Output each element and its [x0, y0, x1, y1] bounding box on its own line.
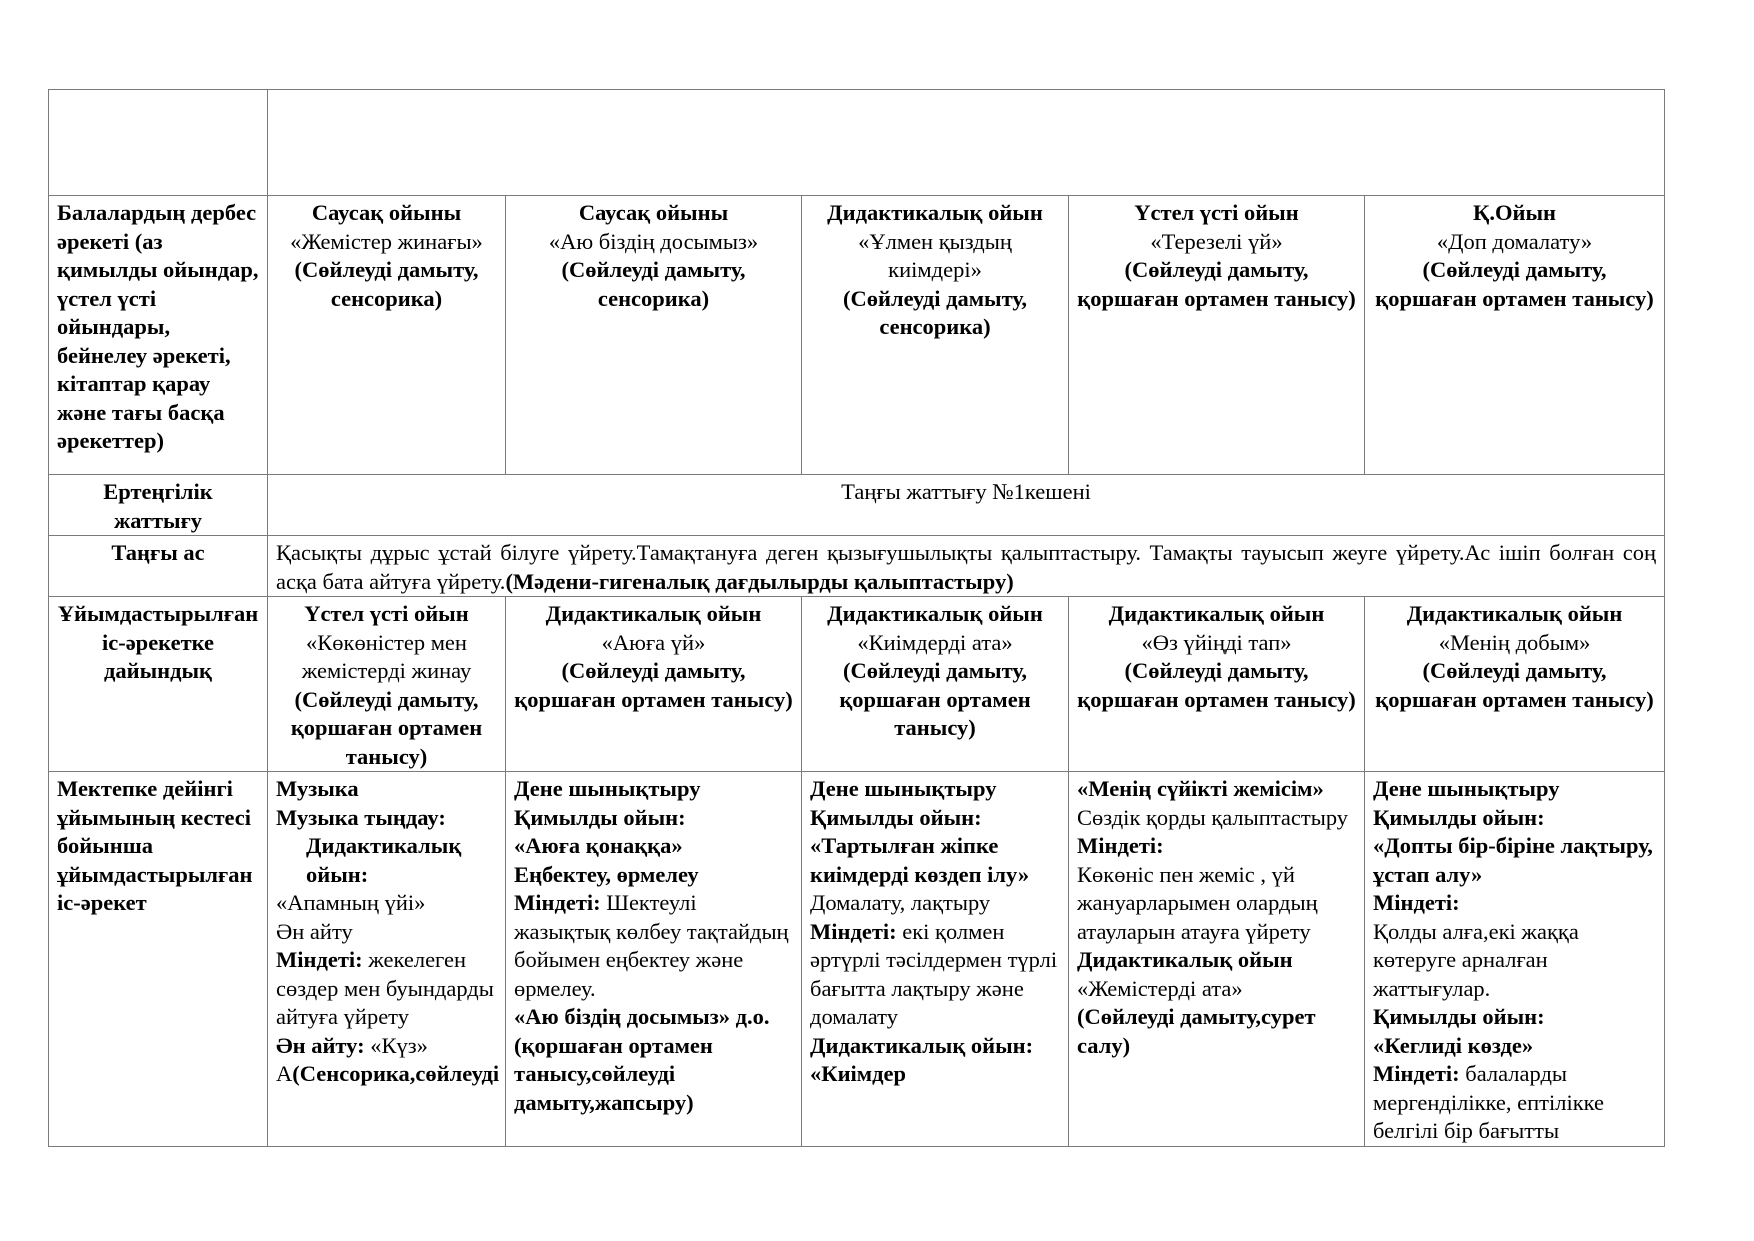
- skill-text: Домалату, лақтыру: [810, 890, 991, 915]
- schedule-cell-speech: [1069, 772, 1365, 1147]
- activity-cell: [802, 597, 1069, 772]
- sub-activity: Сөздік қорды қалыптастыру: [1077, 804, 1349, 830]
- row-label: Балалардың дербес әрекеті (аз қимылды ойындар, үстел үсті ойындары, бейнелеу әрекеті, кітаптар қарау және тағы басқа әрекеттер): [49, 196, 268, 475]
- task-label: Міндеті:: [276, 947, 363, 972]
- task-label: Міндеті:: [514, 890, 601, 915]
- activity-name: «Аю біздің досымыз»: [548, 228, 759, 254]
- row-label: Мектепке дейінгі ұйымының кестесі бойынша ұйымдастырылған іс-әрекет: [49, 772, 268, 1147]
- task-body: Шектеулі жазықтық көлбеу тақтайдың бойымен еңбектеу және өрмелеу.: [514, 890, 789, 1001]
- subject-title: Музыка: [276, 776, 359, 801]
- task-body: Көкөніс пен жеміс , үй жануарларымен олардың атауларын атауға үйрету: [1077, 861, 1318, 944]
- row-label: Таңғы ас: [49, 536, 268, 597]
- game-name: «Кеглиді көзде»: [1373, 1032, 1534, 1058]
- subject-title: Дене шынықтыру: [810, 776, 997, 801]
- activity-name: «Аюға үй»: [601, 629, 706, 655]
- schedule-cell-pe-2: [802, 772, 1069, 1147]
- area-text: (қоршаған ортамен танысу,сөйлеуді дамыту,жапсыру): [514, 1032, 713, 1115]
- sub-activity: Музыка тыңдау:: [276, 804, 446, 830]
- activity-cell: [1069, 196, 1365, 475]
- activity-cell: [1069, 597, 1365, 772]
- breakfast-text: [268, 536, 1665, 597]
- sub-activity: Қимылды ойын:: [1373, 1004, 1545, 1029]
- area-text: (Сенсорика,сөйлеуді: [292, 1061, 500, 1086]
- subject-title: Дене шынықтыру: [1373, 776, 1560, 801]
- game-name: Дидактикалық ойын: «Киімдер: [810, 1032, 1034, 1086]
- subject-title: Дене шынықтыру: [514, 776, 701, 801]
- activity-cell: [268, 597, 506, 772]
- activity-area: (Сөйлеуді дамыту, қоршаған ортамен танысу): [290, 686, 483, 769]
- task-body: балаларды мергенділікке, ептілікке белгілі бір бағытты: [1373, 1061, 1605, 1143]
- game-type: Дидактикалық ойын: [1077, 947, 1293, 972]
- activity-cell: [506, 597, 802, 772]
- game-name: «Тартылған жіпке киімдерді көздеп ілу»: [810, 833, 1030, 887]
- row-label: Ертеңгілік жаттығу: [49, 475, 268, 536]
- task-label: Міндеті:: [810, 918, 897, 944]
- task-text: [1373, 1060, 1656, 1146]
- task-label: Міндеті:: [1077, 833, 1164, 858]
- activity-area: (Сөйлеуді дамыту, сенсорика): [294, 257, 479, 311]
- task-label: Міндеті:: [1373, 1061, 1460, 1086]
- activity-area: (Сөйлеуді дамыту, қоршаған ортамен танысу): [1077, 257, 1356, 311]
- schedule-cell-pe-3: [1365, 772, 1665, 1147]
- breakfast-area: (Мәдени-гигеналық дағдылырды қалыптастыру): [505, 568, 1014, 594]
- activity-area: (Сөйлеуді дамыту, қоршаған ортамен танысу): [1375, 658, 1654, 712]
- activity-title: Үстел үсті ойын: [1134, 200, 1299, 225]
- game-name: «Жемістерді ата»: [1077, 975, 1243, 1001]
- task-text: [514, 889, 793, 1003]
- activity-cell: [506, 196, 802, 475]
- activity-area: (Сөйлеуді дамыту, сенсорика): [561, 257, 746, 311]
- game-name: «Апамның үйі»: [276, 890, 426, 915]
- activity-title: Қ.Ойын: [1473, 200, 1556, 225]
- schedule-cell-music: [268, 772, 506, 1147]
- breakfast-description: Қасықты дұрыс ұстай білуге үйрету.Тамақтануға деген қызығушылықты қалыптастыру. Тамақты тауысып жеуге үйрету.Ас ішіп болған соң асқа бата айтуға үйрету.: [276, 540, 1657, 594]
- task-label: Міндеті:: [1373, 890, 1460, 915]
- activity-area: (Сөйлеуді дамыту, қоршаған ортамен танысу): [514, 658, 793, 712]
- activity-title: Дидактикалық ойын: [827, 200, 1043, 225]
- activity-name: «Киімдерді ата»: [857, 629, 1013, 655]
- activity-name: «Менің добым»: [1438, 629, 1591, 655]
- task-body: жекелеген сөздер мен буындарды айтуға үйрету: [276, 947, 494, 1029]
- exercise-text: Таңғы жаттығу №1кешені: [268, 475, 1665, 536]
- row-label: Ұйымдастырылған іс-әрекетке дайындық: [49, 597, 268, 772]
- blank-label-cell: [49, 90, 268, 196]
- blank-row: [49, 90, 1665, 196]
- row-morning-exercise: [49, 475, 1665, 536]
- blank-content-cell: [268, 90, 1665, 196]
- area-line: [276, 1060, 500, 1089]
- game-name: «Аюға қонаққа»: [514, 833, 683, 858]
- activity-cell: [802, 196, 1069, 475]
- sub-activity: Қимылды ойын:: [810, 804, 982, 830]
- game-name: «Допты бір-біріне лақтыру, ұстап алу»: [1373, 833, 1653, 887]
- activity-cell: [1365, 196, 1665, 475]
- activity-area: (Сөйлеуді дамыту, сенсорика): [843, 285, 1027, 339]
- sub-activity: Ән айту: [276, 918, 353, 944]
- area-prefix: А: [276, 1061, 293, 1086]
- task-text: [810, 918, 1060, 1032]
- row-preparation: [49, 597, 1665, 772]
- subject-title: «Менің сүйікті жемісім»: [1077, 776, 1324, 801]
- activity-title: Үстел үсті ойын: [304, 601, 469, 626]
- schedule-cell-pe-1: [506, 772, 802, 1147]
- task-body: Қолды алға,екі жаққа көтеруге арналған жаттығулар.: [1373, 918, 1579, 1001]
- activity-area: (Сөйлеуді дамыту, қоршаған ортамен танысу): [1077, 658, 1356, 712]
- song-name: «Күз»: [364, 1032, 428, 1058]
- activity-title: Дидактикалық ойын: [545, 601, 762, 626]
- activity-title: Дидактикалық ойын: [827, 601, 1043, 626]
- game-name: «Аю біздің досымыз» д.о.: [514, 1004, 770, 1029]
- activity-title: Саусақ ойыны: [578, 200, 729, 225]
- song-label: Ән айту:: [276, 1032, 365, 1058]
- activity-name: «Жемістер жинағы»: [290, 228, 483, 254]
- activity-name: «Доп домалату»: [1436, 228, 1593, 254]
- activity-name: «Ұлмен қыздың киімдері»: [858, 228, 1012, 282]
- area-text: (Сөйлеуді дамыту,сурет салу): [1077, 1004, 1316, 1058]
- activity-title: Дидактикалық ойын: [1108, 601, 1325, 626]
- row-scheduled-activity: [49, 772, 1665, 1147]
- task-text: [276, 946, 497, 1032]
- sub-activity: Қимылды ойын:: [1373, 804, 1545, 830]
- schedule-table: [48, 89, 1665, 1147]
- activity-title: Саусақ ойыны: [311, 200, 462, 225]
- activity-title: Дидактикалық ойын: [1406, 601, 1623, 626]
- activity-area: (Сөйлеуді дамыту, қоршаған ортамен танысу): [1375, 257, 1654, 311]
- sub-activity: Қимылды ойын:: [514, 804, 686, 830]
- skill-text: Еңбектеу, өрмелеу: [514, 861, 699, 887]
- activity-area: (Сөйлеуді дамыту, қоршаған ортамен танысу): [839, 658, 1031, 740]
- row-breakfast: [49, 536, 1665, 597]
- row-independent-activity: [49, 196, 1665, 475]
- activity-cell: [1365, 597, 1665, 772]
- song-line: [276, 1032, 497, 1061]
- activity-name: «Өз үйіңді тап»: [1141, 629, 1292, 655]
- activity-cell: [268, 196, 506, 475]
- game-type: Дидактикалық ойын:: [306, 833, 462, 887]
- task-body: екі қолмен әртүрлі тәсілдермен түрлі бағытта лақтыру және домалату: [810, 918, 1058, 1029]
- activity-name: «Көкөністер мен жемістерді жинау: [301, 629, 472, 683]
- activity-name: «Терезелі үй»: [1150, 228, 1283, 254]
